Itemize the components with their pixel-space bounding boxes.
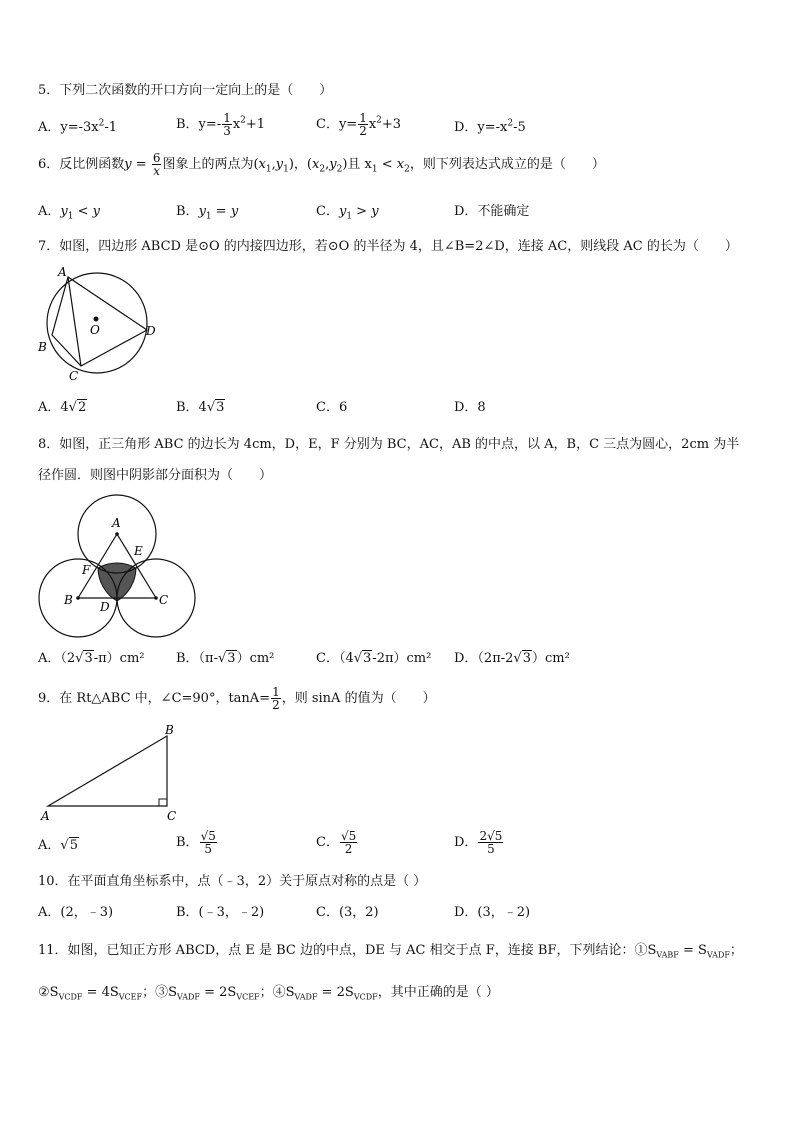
- q9-label-a: A: [41, 809, 50, 823]
- q8-option-c[interactable]: C．（4√3-2π）cm²: [316, 651, 432, 666]
- q6-option-d[interactable]: D．不能确定: [454, 204, 530, 219]
- q8-option-b[interactable]: B．（π-√3）cm²: [176, 651, 275, 666]
- q7-stem: 7．如图，四边形 ABCD 是⊙O 的内接四边形，若⊙O 的半径为 4，且∠B=2∠D，连接 AC，则线段 AC 的长为（ ）: [38, 239, 738, 254]
- q5-option-d[interactable]: D．$y=-x^2-5$: [454, 118, 526, 135]
- q6-option-a[interactable]: A．$y_1 < y$: [38, 204, 101, 222]
- q8-option-a[interactable]: A．（2√3-π）cm²: [38, 651, 145, 666]
- q8-label-a: A: [112, 516, 121, 530]
- q5-stem: 5．下列二次函数的开口方向一定向上的是（ ）: [38, 83, 333, 98]
- q7-label-c: C: [69, 369, 79, 383]
- q7-center-dot: [94, 317, 99, 322]
- q8-figure: [38, 490, 198, 640]
- q7-figure: [30, 260, 170, 385]
- q5-option-b[interactable]: B．y=- $\frac{1}{3}$ $x^2+1$: [176, 111, 266, 138]
- q7-label-o: O: [90, 323, 100, 337]
- q7-label-b: B: [38, 340, 47, 354]
- q7-option-c[interactable]: C．6: [316, 400, 348, 415]
- q9-triangle: [48, 736, 167, 806]
- q10-option-b[interactable]: B．(﹣3，﹣2): [176, 905, 265, 920]
- q8-label-f: F: [82, 563, 91, 577]
- q10-option-d[interactable]: D．(3，﹣2): [454, 905, 531, 920]
- q9-label-c: C: [167, 809, 177, 823]
- q7-option-a[interactable]: A．4√2: [38, 400, 87, 415]
- q8-stem-line1: 8．如图，正三角形 ABC 的边长为 4cm，D，E，F 分别为 BC，AC，AB 的中点，以 A，B，C 三点为圆心，2cm 为半: [38, 437, 740, 452]
- q8-label-d: D: [100, 600, 110, 614]
- q7-diagonal-ac: [68, 277, 81, 366]
- q8-label-b: B: [64, 593, 73, 607]
- q8-label-e: E: [134, 544, 143, 558]
- q10-stem: 10．在平面直角坐标系中，点（﹣3，2）关于原点对称的点是（ ）: [38, 874, 427, 889]
- q7-label-a: A: [58, 265, 67, 279]
- q9-figure: [36, 722, 186, 824]
- q8-stem-line2: 径作圆．则图中阴影部分面积为（ ）: [38, 468, 273, 483]
- q11-statements: $②S_{VCDF} = 4S_{VCEF}$；$③S_{VADF} = 2S_{VCEF}$；$④S_{VADF} = 2S_{VCDF}$，其中正确的是（ ）: [38, 985, 499, 1002]
- q7-option-b[interactable]: B．4√3: [176, 400, 225, 415]
- q9-label-b: B: [165, 723, 174, 737]
- q10-option-c[interactable]: C．(3，2): [316, 905, 379, 920]
- q11-stem: 11．如图，已知正方形 ABCD，点 E 是 BC 边的中点，DE 与 AC 相交于点 F，连接 BF，下列结论：$①S_{VABF} = S_{VADF}$；: [38, 943, 743, 960]
- q9-option-d[interactable]: D． $\frac{2√5}{5}$: [454, 829, 503, 856]
- q9-option-c[interactable]: C． $\frac{√5}{2}$: [316, 829, 357, 856]
- q9-stem: 9．在 Rt△ABC 中，∠C=90°，tanA= $\frac{1}{2}$ ，则 sinA 的值为（ ）: [38, 685, 436, 712]
- q7-quadrilateral: [52, 277, 147, 366]
- q6-stem: 6．反比例函数y = $\frac{6}{x}$ 图象上的两点为$(x_1,y_1)$，$(x_2,y_2)$且 $x_1 < x_2$，则下列表达式成立的是（ ）: [38, 151, 605, 178]
- q6-option-c[interactable]: C．$y_1 > y$: [316, 204, 379, 222]
- q9-option-a[interactable]: A．√5: [38, 838, 78, 853]
- q5-option-a[interactable]: A．$y=-3x^2-1$: [38, 118, 118, 135]
- q7-option-d[interactable]: D．8: [454, 400, 486, 415]
- q10-option-a[interactable]: A．(2，﹣3): [38, 905, 114, 920]
- q7-label-d: D: [146, 324, 156, 338]
- q5-option-c[interactable]: C．y= $\frac{1}{2}$ $x^2+3$: [316, 111, 402, 138]
- q9-option-b[interactable]: B． $\frac{√5}{5}$: [176, 829, 216, 856]
- q6-option-b[interactable]: B．$y_1 = y$: [176, 204, 239, 222]
- q8-option-d[interactable]: D．（2π-2√3）cm²: [454, 651, 570, 666]
- q9-right-angle-mark: [159, 799, 167, 806]
- q8-label-c: C: [159, 593, 169, 607]
